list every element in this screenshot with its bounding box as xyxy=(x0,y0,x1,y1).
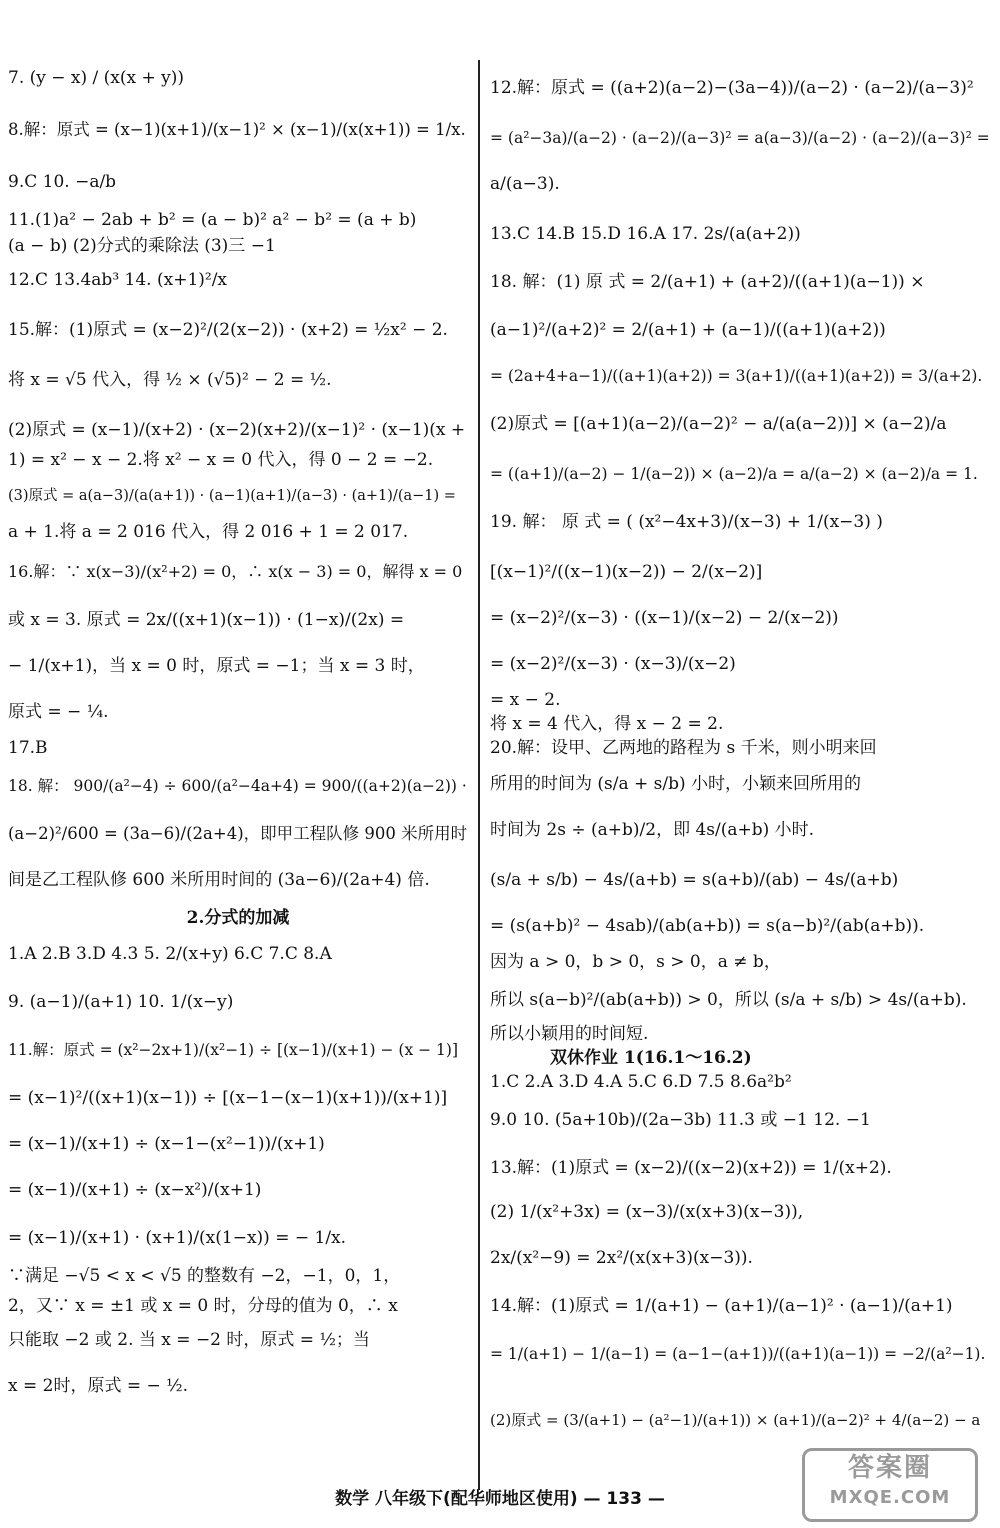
right-answer-line: (2)原式 = (3/(a+1) − (a²−1)/(a+1)) × (a+1)/(a−2)² + 4/(a−2) − a xyxy=(490,1411,981,1429)
left-answer-line: 2.分式的加减 xyxy=(186,908,290,928)
left-answer-line: 18. 解： 900/(a²−4) ÷ 600/(a²−4a+4) = 900/((a+2)(a−2)) · xyxy=(8,777,467,795)
left-answer-line: = (x−1)/(x+1) ÷ (x−x²)/(x+1) xyxy=(8,1180,262,1200)
right-answer-line: 14.解：(1)原式 = 1/(a+1) − (a+1)/(a−1)² · (a−1)/(a+1) xyxy=(490,1296,953,1316)
right-answer-line: 所用的时间为 (s/a + s/b) 小时，小颖来回所用的 xyxy=(490,774,862,794)
column-divider xyxy=(478,60,480,1490)
left-answer-line: ∵满足 −√5 < x < √5 的整数有 −2，−1，0，1， xyxy=(8,1266,401,1286)
left-answer-line: 间是乙工程队修 600 米所用时间的 (3a−6)/(2a+4) 倍. xyxy=(8,870,430,890)
left-answer-line: 1.A 2.B 3.D 4.3 5. 2/(x+y) 6.C 7.C 8.A xyxy=(8,944,332,964)
left-answer-line: 17.B xyxy=(8,738,48,758)
right-answer-line: 13.解：(1)原式 = (x−2)/((x−2)(x+2)) = 1/(x+2). xyxy=(490,1158,892,1178)
right-answer-line: = x − 2. xyxy=(490,690,561,710)
left-answer-line: 9. (a−1)/(a+1) 10. 1/(x−y) xyxy=(8,992,234,1012)
watermark-text-cn: 答案圈 xyxy=(847,1453,932,1483)
right-answer-line: = 1/(a+1) − 1/(a−1) = (a−1−(a+1))/((a+1)(a−1)) = −2/(a²−1). xyxy=(490,1345,986,1363)
right-answer-line: = (x−2)²/(x−3) · (x−3)/(x−2) xyxy=(490,654,736,674)
left-answer-line: = (x−1)²/((x+1)(x−1)) ÷ [(x−1−(x−1)(x+1))/(x+1)] xyxy=(8,1088,448,1108)
right-answer-line: 20.解：设甲、乙两地的路程为 s 千米，则小明来回 xyxy=(490,738,877,758)
left-answer-line: 8.解：原式 = (x−1)(x+1)/(x−1)² × (x−1)/(x(x+1)) = 1/x. xyxy=(8,120,466,139)
left-answer-line: 原式 = − ¼. xyxy=(8,702,109,722)
left-answer-line: (3)原式 = a(a−3)/(a(a+1)) · (a−1)(a+1)/(a−3) · (a+1)/(a−1) = xyxy=(8,488,456,504)
right-answer-line: (2)原式 = [(a+1)(a−2)/(a−2)² − a/(a(a−2))] × (a−2)/a xyxy=(490,414,947,434)
right-answer-line: (s/a + s/b) − 4s/(a+b) = s(a+b)/(ab) − 4s/(a+b) xyxy=(490,870,899,890)
right-answer-line: 13.C 14.B 15.D 16.A 17. 2s/(a(a+2)) xyxy=(490,224,801,244)
right-answer-line: 将 x = 4 代入，得 x − 2 = 2. xyxy=(490,714,724,734)
right-answer-line: 因为 a > 0，b > 0，s > 0，a ≠ b， xyxy=(490,952,781,972)
left-answer-line: 9.C 10. −a/b xyxy=(8,172,117,192)
page-footer: 数学 八年级下(配华师地区使用) — 133 — xyxy=(335,1489,665,1509)
right-answer-line: 所以小颖用的时间短. xyxy=(490,1024,649,1044)
left-answer-line: x = 2时，原式 = − ½. xyxy=(8,1376,189,1396)
right-answer-line: 18. 解：(1) 原 式 = 2/(a+1) + (a+2)/((a+1)(a−1)) × xyxy=(490,272,925,292)
left-answer-line: 11.解：原式 = (x²−2x+1)/(x²−1) ÷ [(x−1)/(x+1) − (x − 1)] xyxy=(8,1041,459,1059)
left-answer-line: − 1/(x+1)，当 x = 0 时，原式 = −1；当 x = 3 时， xyxy=(8,656,425,676)
right-answer-line: = ((a+1)/(a−2) − 1/(a−2)) × (a−2)/a = a/(a−2) × (a−2)/a = 1. xyxy=(490,465,978,483)
left-answer-line: (2)原式 = (x−1)/(x+2) · (x−2)(x+2)/(x−1)² · (x−1)(x + xyxy=(8,420,466,440)
right-answer-line: 9.0 10. (5a+10b)/(2a−3b) 11.3 或 −1 12. −1 xyxy=(490,1110,871,1130)
watermark-logo xyxy=(802,1448,978,1522)
right-answer-line: 所以 s(a−b)²/(ab(a+b)) > 0，所以 (s/a + s/b) > 4s/(a+b). xyxy=(490,990,967,1010)
left-answer-line: 或 x = 3. 原式 = 2x/((x+1)(x−1)) · (1−x)/(2x) = xyxy=(8,610,405,630)
right-answer-line: a/(a−3). xyxy=(490,174,560,194)
right-answer-line: = (s(a+b)² − 4sab)/(ab(a+b)) = s(a−b)²/(ab(a+b)). xyxy=(490,916,925,936)
left-answer-line: 12.C 13.4ab³ 14. (x+1)²/x xyxy=(8,270,228,290)
left-answer-line: 2，又∵ x = ±1 或 x = 0 时，分母的值为 0，∴ x xyxy=(8,1296,398,1316)
right-answer-line: 时间为 2s ÷ (a+b)/2，即 4s/(a+b) 小时. xyxy=(490,820,815,840)
left-answer-line: = (x−1)/(x+1) · (x+1)/(x(1−x)) = − 1/x. xyxy=(8,1228,347,1248)
left-answer-line: 11.(1)a² − 2ab + b² = (a − b)² a² − b² = (a + b) xyxy=(8,210,417,230)
right-answer-line: 12.解：原式 = ((a+2)(a−2)−(3a−4))/(a−2) · (a−2)/(a−3)² xyxy=(490,78,974,98)
left-answer-line: 只能取 −2 或 2. 当 x = −2 时，原式 = ½；当 xyxy=(8,1330,370,1350)
left-answer-line: 将 x = √5 代入，得 ½ × (√5)² − 2 = ½. xyxy=(8,370,332,390)
left-answer-line: a + 1.将 a = 2 016 代入，得 2 016 + 1 = 2 017. xyxy=(8,522,409,542)
right-answer-line: (2) 1/(x²+3x) = (x−3)/(x(x+3)(x−3)), xyxy=(490,1202,804,1222)
left-answer-line: 7. (y − x) / (x(x + y)) xyxy=(8,68,185,88)
right-answer-line: 2x/(x²−9) = 2x²/(x(x+3)(x−3)). xyxy=(490,1248,753,1268)
right-answer-line: = (x−2)²/(x−3) · ((x−1)/(x−2) − 2/(x−2)) xyxy=(490,608,839,628)
right-answer-line: 19. 解： 原 式 = ( (x²−4x+3)/(x−3) + 1/(x−3) ) xyxy=(490,512,883,532)
left-answer-line: (a − b) (2)分式的乘除法 (3)三 −1 xyxy=(8,236,276,256)
left-answer-line: (a−2)²/600 = (3a−6)/(2a+4)，即甲工程队修 900 米所用时 xyxy=(8,824,468,843)
right-answer-line: 双休作业 1(16.1～16.2) xyxy=(550,1048,752,1068)
left-column xyxy=(0,0,470,1480)
right-answer-line: = (a²−3a)/(a−2) · (a−2)/(a−3)² = a(a−3)/(a−2) · (a−2)/(a−3)² = xyxy=(490,129,990,147)
right-answer-line: [(x−1)²/((x−1)(x−2)) − 2/(x−2)] xyxy=(490,562,763,582)
right-column xyxy=(490,0,1000,1480)
left-answer-line: 15.解：(1)原式 = (x−2)²/(2(x−2)) · (x+2) = ½x² − 2. xyxy=(8,320,448,340)
left-answer-line: 16.解：∵ x(x−3)/(x²+2) = 0，∴ x(x − 3) = 0，解得 x = 0 xyxy=(8,562,463,581)
right-answer-line: (a−1)²/(a+2)² = 2/(a+1) + (a−1)/((a+1)(a+2)) xyxy=(490,320,886,340)
left-answer-line: = (x−1)/(x+1) ÷ (x−1−(x²−1))/(x+1) xyxy=(8,1134,325,1154)
watermark-text-url: MXQE.COM xyxy=(829,1487,951,1508)
left-answer-line: 1) = x² − x − 2.将 x² − x = 0 代入，得 0 − 2 = −2. xyxy=(8,450,434,470)
right-answer-line: = (2a+4+a−1)/((a+1)(a+2)) = 3(a+1)/((a+1)(a+2)) = 3/(a+2). xyxy=(490,367,983,385)
right-answer-line: 1.C 2.A 3.D 4.A 5.C 6.D 7.5 8.6a²b² xyxy=(490,1072,792,1092)
